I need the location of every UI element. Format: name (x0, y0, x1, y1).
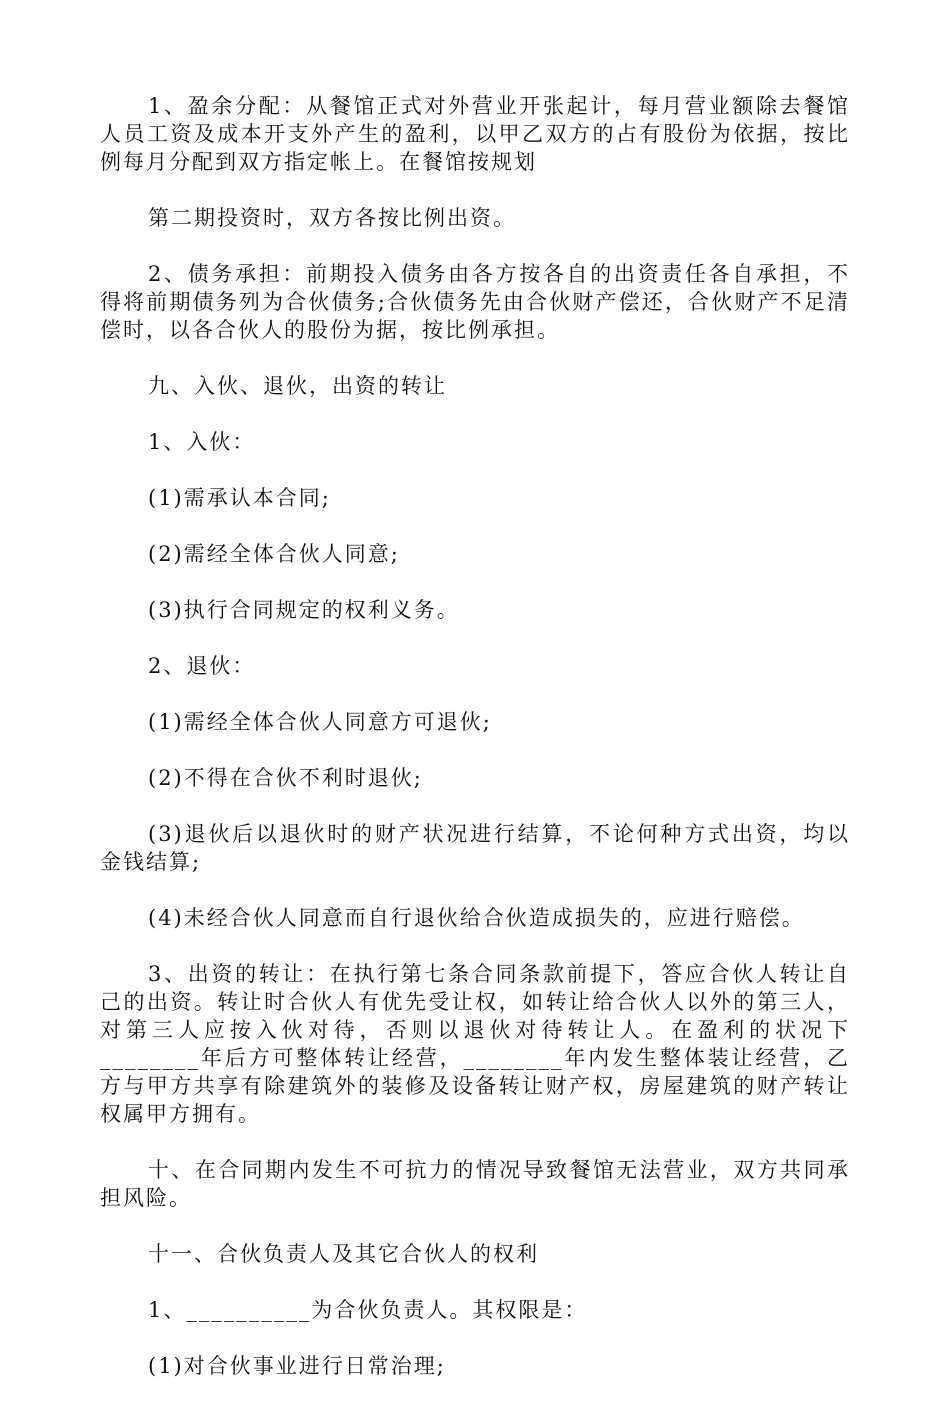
paragraph-profit-distribution: 1、盈余分配：从餐馆正式对外营业开张起计，每月营业额除去餐馆人员工资及成本开支外产生的盈利，以甲乙双方的占有股份为依据，按比例每月分配到双方指定帐上。在餐馆按规划 (100, 94, 850, 174)
paragraph-second-investment: 第二期投资时，双方各按比例出资。 (148, 206, 516, 230)
subheading-withdrawal: 2、退伙： (148, 654, 256, 678)
document-page (100, 92, 850, 1408)
section-heading-eleven: 十一、合伙负责人及其它合伙人的权利 (148, 1242, 539, 1266)
list-item-withdrawal-4: (4)未经合伙人同意而自行退伙给合伙造成损失的，应进行赔偿。 (148, 906, 805, 930)
section-heading-nine: 九、入伙、退伙，出资的转让 (148, 374, 447, 398)
list-item-responsible-1: (1)对合伙事业进行日常治理; (148, 1354, 446, 1378)
paragraph-capital-transfer: 3、出资的转让：在执行第七条合同条款前提下，答应合伙人转让自己的出资。转让时合伙人有优先受让权，如转让给合伙人以外的第三人，对第三人应按入伙对待，否则以退伙对待转让人。在盈利的状况下________年后方可整体转让经营，________年内发生整体装让经营，乙方与甲方共享有除建筑外的装修及设备转让财产权，房屋建筑的财产转让权属甲方拥有。 (100, 962, 850, 1126)
list-item-joining-1: (1)需承认本合同; (148, 486, 331, 510)
list-item-withdrawal-1: (1)需经全体合伙人同意方可退伙; (148, 710, 492, 734)
list-item-joining-2: (2)需经全体合伙人同意; (148, 542, 400, 566)
list-item-withdrawal-3: (3)退伙后以退伙时的财产状况进行结算，不论何种方式出资，均以金钱结算; (100, 822, 850, 874)
subheading-joining: 1、入伙： (148, 430, 256, 454)
paragraph-responsible-partner: 1、__________为合伙负责人。其权限是： (148, 1298, 588, 1322)
list-item-withdrawal-2: (2)不得在合伙不利时退伙; (148, 766, 423, 790)
list-item-joining-3: (3)执行合同规定的权利义务。 (148, 598, 460, 622)
section-heading-ten: 十、在合同期内发生不可抗力的情况导致餐馆无法营业，双方共同承担风险。 (100, 1158, 850, 1210)
paragraph-debt-bearing: 2、债务承担：前期投入债务由各方按各自的出资责任各自承担，不得将前期债务列为合伙债务;合伙债务先由合伙财产偿还，合伙财产不足清偿时，以各合伙人的股份为据，按比例承担。 (100, 262, 850, 342)
